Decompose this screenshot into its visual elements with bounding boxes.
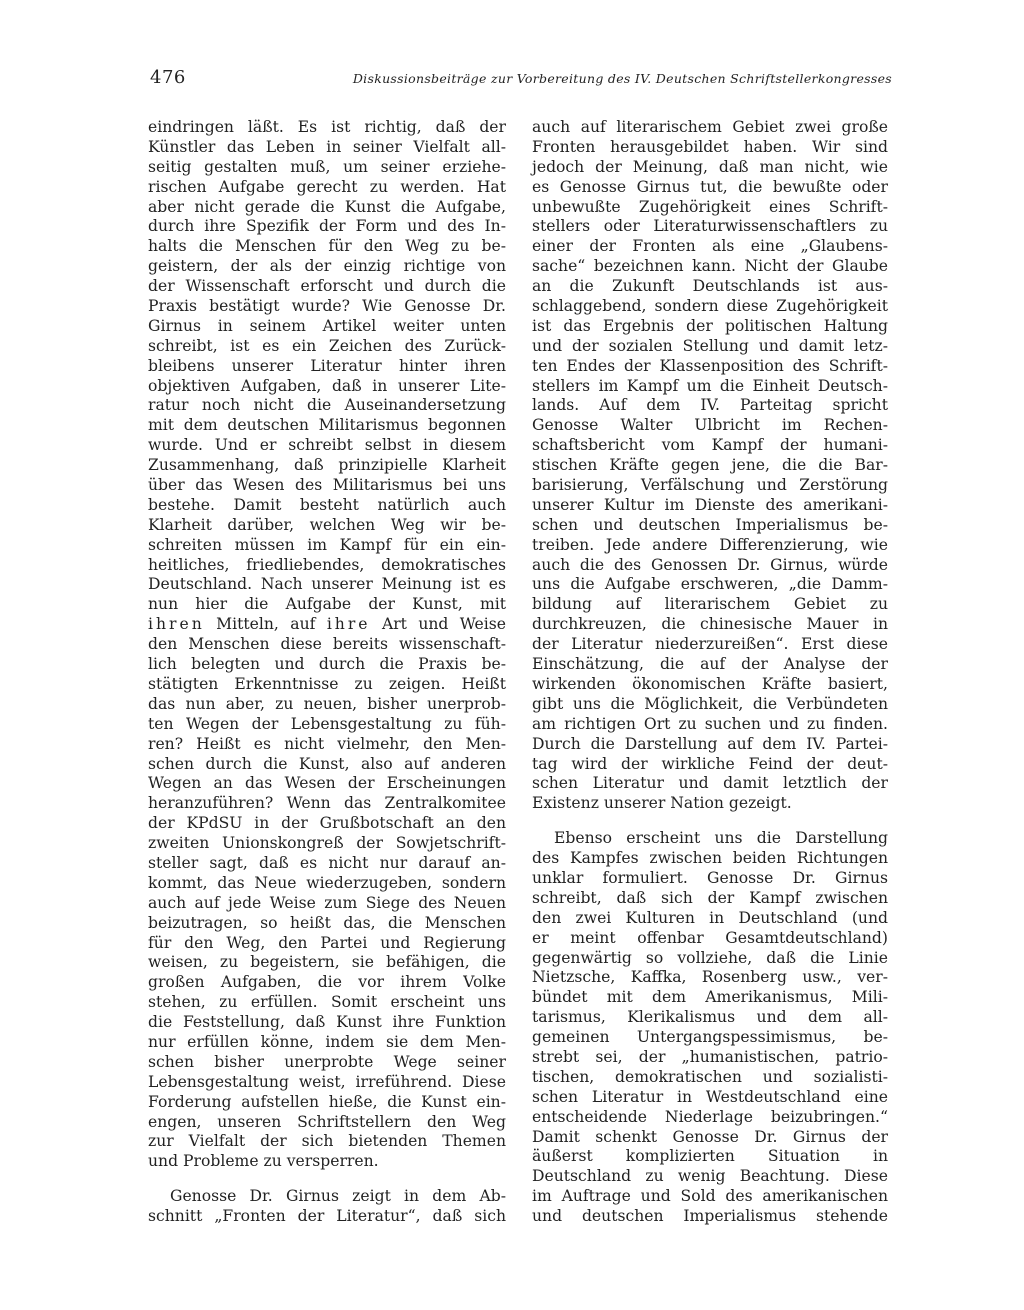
text-line: ren? Heißt es nicht vielmehr, den Men- [148, 734, 506, 753]
text-line: heranzuführen? Wenn das Zentralkomitee [148, 794, 506, 813]
text-line: halts die Menschen für den Weg zu be- [148, 237, 506, 256]
text-line: äußerst komplizierten Situation in [532, 1147, 888, 1166]
text-line: auch auf literarischem Gebiet zwei große [532, 118, 888, 136]
text-line-emphasis [148, 615, 506, 635]
text-line: rischen Aufgabe gerecht zu werden. Hat [148, 177, 506, 196]
text-line: er meint offenbar Gesamtdeutschland) [532, 928, 888, 947]
text-line: durchkreuzen, die chinesische Mauer in [532, 615, 888, 634]
text-line: schlaggebend, sondern diese Zugehörigkeit [532, 297, 888, 316]
text-line: bildung auf literarischem Gebiet zu [532, 595, 888, 614]
text-line: kommt, das Neue wiederzugeben, sondern [148, 873, 506, 892]
text-line: nur erfüllen könne, indem sie dem Men- [148, 1032, 506, 1051]
left-paragraph-1 [148, 118, 506, 615]
emphasis-word: ihren [148, 615, 205, 634]
text-line: jedoch der Meinung, daß man nicht, wie [532, 157, 888, 176]
page-number: 476 [150, 67, 186, 88]
text-line: ten Wegen der Lebensgestaltung zu füh- [148, 714, 506, 733]
right-paragraph-1 [532, 118, 888, 814]
text-line: des Kampfes zwischen beiden Richtungen [532, 849, 888, 868]
text-line: Ebenso erscheint uns die Darstellung [554, 829, 888, 848]
left-paragraph-2 [148, 1187, 506, 1227]
text-line: lich belegten und durch die Praxis be- [148, 655, 506, 674]
text-line: tischen, demokratischen und sozialisti- [532, 1067, 888, 1086]
text-line: das nun aber, zu neuen, bisher unerprob- [148, 694, 506, 713]
text-line: die Feststellung, daß Kunst ihre Funktion [148, 1013, 506, 1032]
text-line: unbewußte Zugehörigkeit eines Schrift- [532, 197, 888, 216]
text-line: lands. Auf dem IV. Parteitag spricht [532, 396, 888, 415]
text-line: Praxis bestätigt wurde? Wie Genosse Dr. [148, 297, 506, 316]
text-line: stehen, zu erfüllen. Somit erscheint uns [148, 993, 506, 1012]
text-line: Nietzsche, Kaffka, Rosenberg usw., ver- [532, 968, 888, 987]
text-line: zweiten Unionskongreß der Sowjetschrift- [148, 834, 506, 853]
text-line: tarismus, Klerikalismus und dem all- [532, 1008, 888, 1027]
text-line: bündet mit dem Amerikanismus, Mili- [532, 988, 888, 1007]
text-line: beizutragen, so heißt das, die Menschen [148, 913, 506, 932]
text-line: ten Endes der Klassenposition des Schrift- [532, 356, 888, 375]
text-line: schen bisher unerprobte Wege seiner [148, 1052, 506, 1071]
text-line: im Auftrage und Sold des amerikanischen [532, 1187, 888, 1206]
text-line: Fronten herausgebildet haben. Wir sind [532, 137, 888, 156]
text-line: stellers oder Literaturwissenschaftlers zu [532, 217, 888, 236]
text-line: den zwei Kulturen in Deutschland (und [532, 908, 888, 927]
text-line: Deutschland. Nach unserer Meinung ist es [148, 575, 506, 594]
text-line: aber nicht gerade die Kunst die Aufgabe, [148, 197, 506, 216]
text-line: der KPdSU in der Grußbotschaft an den [148, 814, 506, 833]
text-line: und Probleme zu versperren. [148, 1152, 379, 1171]
text-line: schnitt „Fronten der Literatur“, daß sich [148, 1207, 506, 1226]
text-line: eindringen läßt. Es ist richtig, daß der [148, 118, 506, 136]
text-line: über das Wesen des Militarismus bei uns [148, 476, 506, 495]
text-line: den Menschen diese bereits wissenschaft- [148, 635, 506, 654]
text-line: mit dem deutschen Militarismus begonnen [148, 416, 506, 435]
text-line: großen Aufgaben, die vor ihrem Volke [148, 973, 506, 992]
text-line: der Wissenschaft erforscht und durch die [148, 277, 506, 296]
text-line: schreibt, ist es ein Zeichen des Zurück- [148, 336, 506, 355]
text-line: schen und deutschen Imperialismus be- [532, 515, 888, 534]
text-line: Genosse Dr. Girnus zeigt in dem Ab- [170, 1187, 506, 1206]
text-line: Existenz unserer Nation gezeigt. [532, 794, 792, 813]
text-line: barisierung, Verfälschung und Zerstörung [532, 476, 888, 495]
text-line: durch ihre Spezifik der Form und des In- [148, 217, 506, 236]
left-column [148, 118, 506, 1227]
text-line: seitig gestalten muß, um seiner erziehe- [148, 157, 506, 176]
text-line: für den Weg, den Partei und Regierung [148, 933, 506, 952]
text-line: bestehe. Damit besteht natürlich auch [148, 495, 506, 514]
running-head: Diskussionsbeiträge zur Vorbereitung des IV. Deutschen Schriftstellerkongresses [352, 71, 892, 86]
paragraph-gap [532, 814, 888, 829]
text-line: unklar formuliert. Genosse Dr. Girnus [532, 868, 888, 887]
paragraph-gap [148, 1172, 506, 1187]
text-line: gegenwärtig so vollziehe, daß die Linie [532, 948, 888, 967]
text-line: es Genosse Girnus tut, die bewußte oder [532, 177, 888, 196]
text-line: gemeinen Untergangspessimismus, be- [532, 1028, 888, 1047]
text-line: und der sozialen Stellung und damit letz- [532, 336, 888, 355]
text-line: weisen, zu begeistern, sie befähigen, die [148, 953, 506, 972]
left-paragraph-1-rest [148, 635, 506, 1172]
text-line: geistern, der als der einzig richtige von [148, 257, 506, 276]
text-line: unserer Kultur im Dienste des amerikani- [532, 495, 888, 514]
text-line: einer der Fronten als eine „Glaubens- [532, 237, 888, 256]
text-line: tag wird der wirkliche Feind der deut- [532, 754, 888, 773]
text-line: schen Literatur und damit letztlich der [532, 774, 888, 793]
text-fragment: Mitteln, auf [204, 615, 327, 634]
text-line: objektiven Aufgaben, daß in unserer Lite- [148, 376, 506, 395]
text-line: ratur noch nicht die Auseinandersetzung [148, 396, 506, 415]
text-line: auch auf jede Weise zum Siege des Neuen [148, 893, 506, 912]
text-line: bleibens unserer Literatur hinter ihren [148, 356, 506, 375]
text-line: ist das Ergebnis der politischen Haltung [532, 316, 888, 335]
text-line: schen Literatur in Westdeutschland eine [532, 1087, 888, 1106]
text-line: entscheidende Niederlage beizubringen.“ [532, 1107, 888, 1126]
text-line: nun hier die Aufgabe der Kunst, mit [148, 595, 506, 614]
text-line: stellers im Kampf um die Einheit Deutsch- [532, 376, 888, 395]
text-line: engen, unseren Schriftstellern den Weg [148, 1112, 506, 1131]
text-line: auch die des Genossen Dr. Girnus, würde [532, 555, 888, 574]
text-line: Deutschland zu wenig Beachtung. Diese [532, 1167, 888, 1186]
text-line: Girnus in seinem Artikel weiter unten [148, 316, 506, 335]
text-line: und deutschen Imperialismus stehende [532, 1207, 888, 1226]
text-line: an die Zukunft Deutschlands ist aus- [532, 277, 888, 296]
text-line: schaftsbericht vom Kampf der humani- [532, 436, 888, 455]
text-line: Forderung aufstellen hieße, die Kunst ein- [148, 1092, 506, 1111]
text-line: wirkenden ökonomischen Kräfte basiert, [532, 674, 888, 693]
text-fragment: Art und Weise [370, 615, 507, 634]
text-line: schreibt, daß sich der Kampf zwischen [532, 888, 888, 907]
text-line: wurde. Und er schreibt selbst in diesem [148, 436, 506, 455]
text-line: schen durch die Kunst, also auf anderen [148, 754, 506, 773]
text-line: Damit schenkt Genosse Dr. Girnus der [532, 1127, 888, 1146]
text-line: sache“ bezeichnen kann. Nicht der Glaube [532, 257, 888, 276]
text-line: schreiten müssen im Kampf für ein ein- [148, 535, 506, 554]
text-line: zur Vielfalt der sich bietenden Themen [148, 1132, 506, 1151]
text-line: Zusammenhang, daß prinzipielle Klarheit [148, 456, 506, 475]
text-line: der Literatur niederzureißen“. Erst diese [532, 635, 888, 654]
emphasis-word: ihre [326, 615, 371, 634]
text-line: stätigten Erkenntnisse zu zeigen. Heißt [148, 674, 506, 693]
text-line: Klarheit darüber, welchen Weg wir be- [148, 515, 506, 534]
text-line: Einschätzung, die auf der Analyse der [532, 655, 888, 674]
text-line: Lebensgestaltung weist, irreführend. Diese [148, 1072, 506, 1091]
right-paragraph-2 [532, 829, 888, 1227]
text-line: gibt uns die Möglichkeit, die Verbündeten [532, 694, 888, 713]
text-line: Wegen an das Wesen der Erscheinungen [148, 774, 506, 793]
text-line: Durch die Darstellung auf dem IV. Partei- [532, 734, 888, 753]
text-line: heitliches, friedliebendes, demokratisches [148, 555, 506, 574]
text-line: treiben. Jede andere Differenzierung, wie [532, 535, 888, 554]
text-line: am richtigen Ort zu suchen und zu finden. [532, 714, 888, 733]
text-line: Künstler das Leben in seiner Vielfalt all- [148, 137, 506, 156]
right-column [532, 118, 888, 1227]
text-line: Genosse Walter Ulbricht im Rechen- [532, 416, 888, 435]
text-line: stischen Kräfte gegen jene, die die Bar- [532, 456, 888, 475]
text-line: strebt sei, der „humanistischen, patrio- [532, 1047, 888, 1066]
text-line: uns die Aufgabe erschweren, „die Damm- [532, 575, 888, 594]
text-line: steller sagt, daß es nicht nur darauf an- [148, 853, 506, 872]
